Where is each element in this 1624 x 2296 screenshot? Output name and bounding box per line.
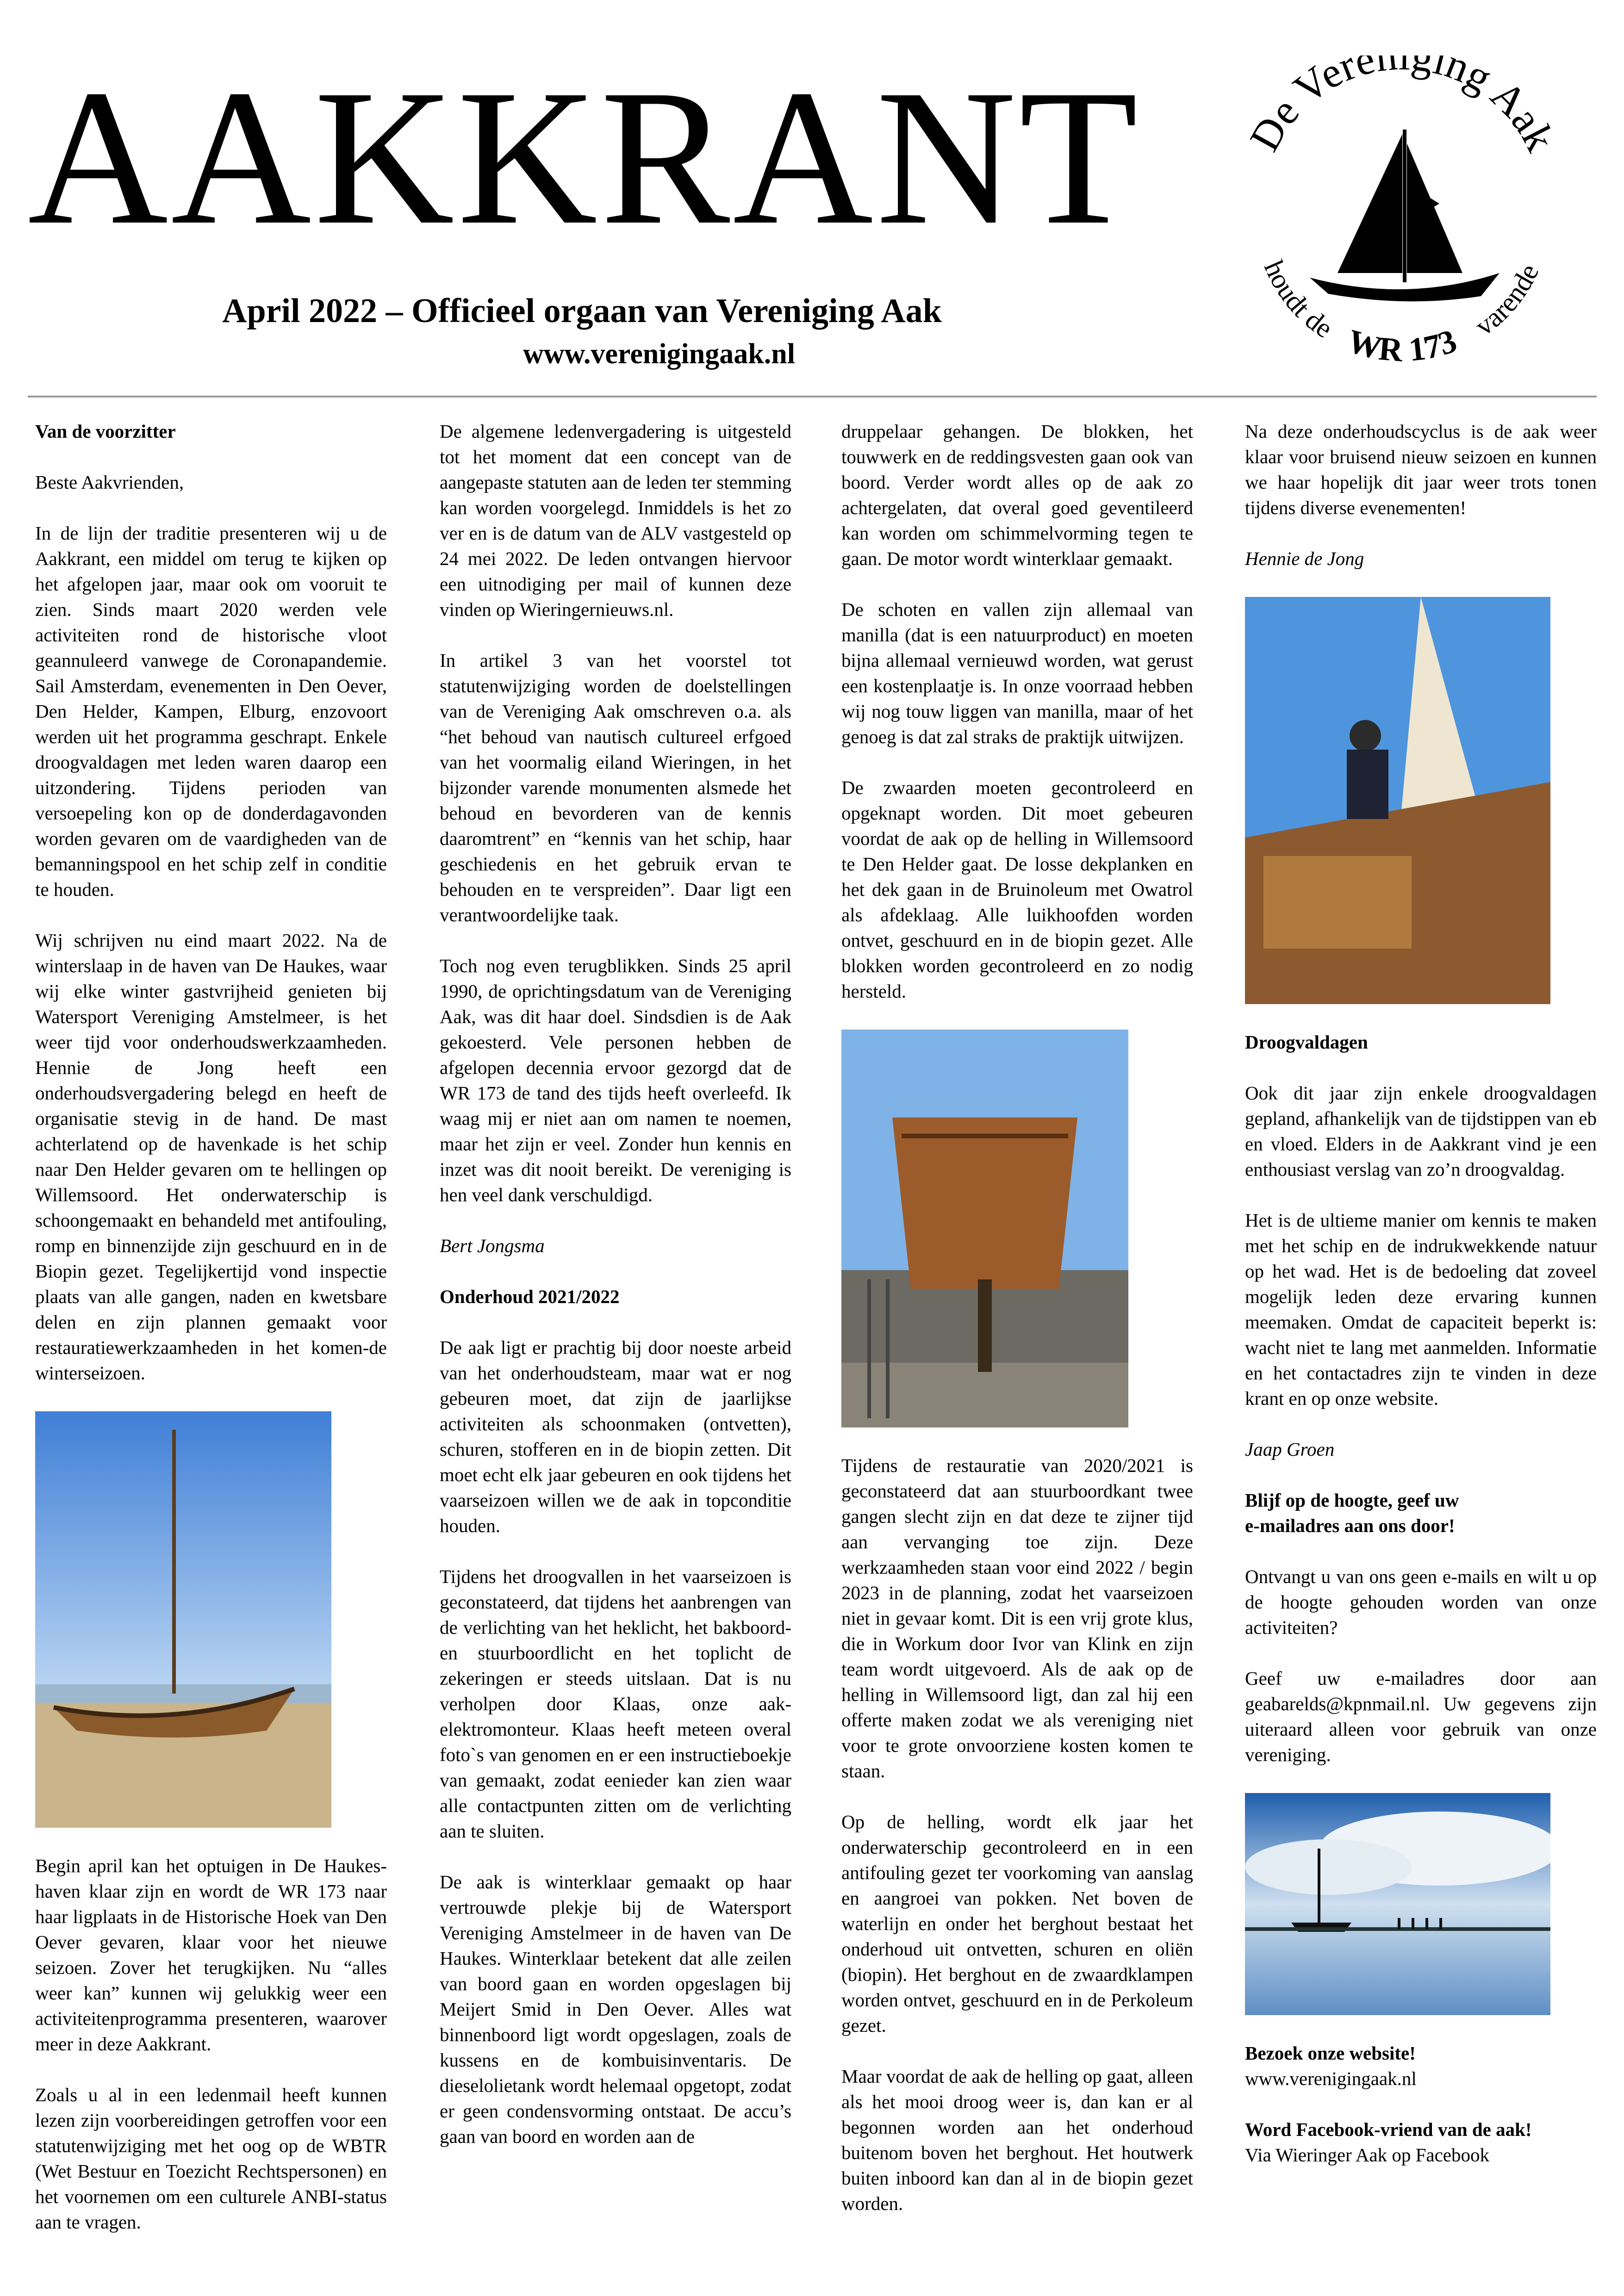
paragraph: Maar voordat de aak de helling op gaat, alleen als het mooi droog weer is, dan kan er al begonnen worden aan het onderhoud buitenom boven het berghout. Het houtwerk buiten inboord kan dan al in de biopin gezet worden. [841, 2066, 1193, 2214]
sailboat-icon [1310, 130, 1500, 301]
chairman-heading: Van de voorzitter [35, 421, 176, 442]
svg-text:WR 173 [1344, 322, 1461, 369]
paragraph: Ook dit jaar zijn enkele droogvaldagen gepland, afhankelijk van de tijdstippen van eb en vloed. Elders in de Aakkrant vind je een enthousiast verslag van zo’n droogvaldag. [1245, 1082, 1597, 1180]
signature: Jaap Groen [1245, 1439, 1335, 1460]
svg-text:houdt de [1258, 256, 1338, 344]
paragraph: Begin april kan het optuigen in De Haukes-haven klaar zijn en wordt de WR 173 naar haar ligplaats in de Historische Hoek van Den Oever gevaren, klaar voor het nieuwe seizoen. Zover het terugkijken. Nu “alles weer kan” kunnen wij gelukkig weer een activiteitenprogramma presenteren, waarover meer in deze Aakkrant. [35, 1855, 387, 2054]
paragraph: In de lijn der traditie presenteren wij u de Aakkrant, een middel om terug te kijken op het afgelopen jaar, maar ook om vooruit te zien. Sinds maart 2020 werden vele activiteiten rond de historische vloot geannuleerd vanwege de Coronapandemie. Sail Amsterdam, evenementen in Den Oever, Den Helder, Kampen, Elburg, enzovoort werden uit het programma geschrapt. Enkele droogvaldagen met leden waren daarop een uitzondering. Tijdens perioden van versoepeling kon op de donderdagavonden worden gevaren om de vaardigheden van de bemanningspool en het schip zelf in conditie te houden. [35, 522, 387, 900]
photo-hull-on-slipway [841, 1030, 1128, 1427]
email-heading-line1: Blijf op de hoogte, geef uw [1245, 1489, 1459, 1511]
svg-text:varende [1469, 260, 1544, 341]
masthead-website: www.verenigingaak.nl [523, 338, 795, 370]
newspaper-title: AAKKRANT [28, 50, 1141, 265]
column-4 [1245, 419, 1597, 2193]
paragraph: De schoten en vallen zijn allemaal van manilla (dat is een natuurproduct) en moeten bijna allemaal vernieuwd worden, wat gerust een kostenplaatje is. In onze voorraad hebben wij nog touw liggen van manilla, maar of het genoeg is dat zal straks de praktijk uitwijzen. [841, 599, 1193, 747]
column-1 [35, 419, 387, 2260]
paragraph: Toch nog even terugblikken. Sinds 25 april 1990, de oprichtingsdatum van de Vereniging Aak, was dit haar doel. Sindsdien is de Aak gekoesterd. Vele personen hebben de afgelopen decennia ervoor gezorgd dat de WR 173 de tand des tijds heeft overleefd. Ik waag mij er niet aan om namen te noemen, maar het zijn er veel. Zonder hun kennis en inzet was dit nooit bereikt. De vereniging is hen veel dank verschuldigd. [440, 955, 791, 1205]
column-2 [440, 419, 791, 2175]
photo-sailor-with-sails [1245, 597, 1550, 1004]
paragraph: Na deze onderhoudscyclus is de aak weer klaar voor bruisend nieuw seizoen en kunnen we haar hopelijk dit jaar weer trots tonen tijdens diverse evenementen! [1245, 421, 1597, 518]
droogvaldagen-heading: Droogvaldagen [1245, 1031, 1368, 1053]
logo-registration-text: WR 173 [1344, 322, 1462, 369]
paragraph: De zwaarden moeten gecontroleerd en opgeknapt worden. Dit moet gebeuren voordat de aak op de helling in Willemsoord te Den Helder gaat. De losse dekplanken en het dek gaan in de Bruinoleum met Owatrol als afdeklaag. Alle luikhoofden worden ontvet, geschuurd en in de biopin gezet. Alle blokken worden gecontroleerd en zo nodig hersteld. [841, 777, 1193, 1002]
facebook-link[interactable]: Via Wieringer Aak op Facebook [1245, 2144, 1489, 2166]
facebook-heading: Word Facebook-vriend van de aak! [1245, 2119, 1532, 2140]
column-3 [841, 419, 1193, 2242]
paragraph: druppelaar gehangen. De blokken, het touwwerk en de reddingsvesten gaan ook van boord. Verder wordt alles op de aak zo achtergelaten, dat overal goed geventileerd kan worden om schimmelvorming tegen te gaan. De motor wordt winterklaar gemaakt. [841, 421, 1193, 569]
photo-ship-reflection [1245, 1793, 1550, 2015]
paragraph: Geef uw e-mailadres door aan geabarelds@kpnmail.nl. Uw gegevens zijn uiteraard alleen voor gebruik van onze vereniging. [1245, 1668, 1597, 1765]
paragraph: De aak ligt er prachtig bij door noeste arbeid van het onderhoudsteam, maar wat er nog gebeuren moet, dat zijn de jaarlijkse activiteiten als schoonmaken (ontvetten), schuren, stofferen en in de biopin zetten. Dit moet echt elk jaar gebeuren en ook tijdens het vaarseizoen willen we de aak in topconditie houden. [440, 1337, 791, 1536]
paragraph: De aak is winterklaar gemaakt op haar vertrouwde plekje bij de Watersport Vereniging Amstelmeer in de haven van De Haukes. Winterklaar betekent dat alle zeilen van boord gaan en worden opgeslagen bij Meijert Smid in Den Oever. Alles wat binnenboord ligt wordt opgeslagen, zoals de kussens en de kombuisinventaris. De dieselolietank wordt helemaal opgetopt, zodat er geen condensvorming ontstaat. De accu’s gaan van boord en worden aan de [440, 1871, 791, 2147]
paragraph: Wij schrijven nu eind maart 2022. Na de winterslaap in de haven van De Haukes, waar wij elke winter gastvrijheid genieten bij Watersport Vereniging Amstelmeer, is het weer tijd voor onderhoudswerkzaamheden. Hennie de Jong heeft een onderhoudsvergadering belegd en heeft de organisatie stevig in de hand. De mast achterlatend op de havenkade is het schip naar Den Helder gevaren om te hellingen op Willemsoord. Het onderwaterschip is schoongemaakt en behandeld met antifouling, romp en binnenzijde zijn geschuurd en in de Biopin gezet. Tegelijkertijd vond inspectie plaats van alle gangen, naden en kwetsbare delen en zijn plannen gemaakt voor restauratiewerkzaamheden in het komen-de winterseizoen. [35, 930, 387, 1384]
email-heading [1245, 1488, 1597, 1539]
logo-top-text: De Veren ging Aak [1240, 56, 1565, 159]
maintenance-heading: Onderhoud 2021/2022 [440, 1286, 620, 1307]
masthead [0, 0, 1624, 398]
email-heading-line2: e-mailadres aan ons door! [1245, 1515, 1455, 1536]
website-link[interactable]: www.verenigingaak.nl [1245, 2068, 1417, 2089]
paragraph: In artikel 3 van het voorstel tot statutenwijziging worden de doelstellingen van de Vereniging Aak omschreven o.a. als “het behoud van nautisch cultureel erfgoed van het voormalig eiland Wieringen, in het bijzonder varende monumenten alsmede het behoud en bevorderen van de kennis daaromtrent” en “kennis van het schip, haar geschiedenis en het gebruik ervan te behouden en te verspreiden”. Daar ligt een verantwoordelijke taak. [440, 650, 791, 925]
logo-bottom-right-text: varende [1469, 259, 1545, 341]
signature: Bert Jongsma [440, 1235, 545, 1256]
paragraph: Tijdens het droogvallen in het vaarseizoen is geconstateerd, dat tijdens het aanbrengen van de verlichting van het heklicht, het bakboord- en stuurboordlicht en het toplicht de zekeringen er steeds uitslaan. Dat is nu verholpen door Klaas, onze aak-elektromonteur. Klaas heeft meteen overal foto`s van genomen en er een instructieboekje van gemaakt, zodat eenieder kan zien waar alle contactpunten zitten om de verlichting aan te sluiten. [440, 1566, 791, 1842]
paragraph: Op de helling, wordt elk jaar het onderwaterschip gecontroleerd en in een antifouling gezet ter voorkoming van aanslag en aangroei van pokken. Net boven de waterlijn en onder het berghout bestaat het onderhoud uit ontvetten, schuren en oliën (biopin). Het berghout en de zwaardklampen worden ontvet, geschuurd en in de Perkoleum gezet. [841, 1811, 1193, 2036]
paragraph: Zoals u al in een ledenmail heeft kunnen lezen zijn voorbereidingen getroffen voor een statutenwijziging met het oog op de WBTR (Wet Bestuur en Toezicht Rechtspersonen) en het voornemen om een culturele ANBI-status aan te vragen. [35, 2084, 387, 2233]
paragraph: Tijdens de restauratie van 2020/2021 is geconstateerd dat aan stuurboordkant twee gangen slecht zijn en dat deze te zijner tijd aan vervanging toe zijn. Deze werkzaamheden staan voor eind 2022 / begin 2023 in de planning, zodat het vaarseizoen niet in gevaar komt. Dit is een vrij grote klus, die in Workum door Ivor van Klink en zijn team wordt uitgevoerd. Als de aak op de helling in Willemsoord ligt, dan zal hij een offerte maken zodat we als vereniging niet voor te grote onvoorziene kosten komen te staan. [841, 1455, 1193, 1781]
svg-text:De Vereniging Aak [1240, 56, 1564, 159]
photo-ship-on-mudflat [35, 1411, 331, 1828]
logo-bottom-left-text: houdt de [1258, 256, 1338, 344]
paragraph: De algemene ledenvergadering is uitgesteld tot het moment dat een concept van de aangepaste statuten aan de leden ter stemming kan worden voorgelegd. Inmiddels is het zo ver en is de datum van de ALV vastgesteld op 24 mei 2022. De leden ontvangen hiervoor een uitnodiging per mail of kunnen deze vinden op Wieringernieuws.nl. [440, 421, 791, 620]
paragraph: Het is de ultieme manier om kennis te maken met het schip en de indrukwekkende natuur op het wad. Het is de bedoeling dat zoveel mogelijk leden deze ervaring kunnen meemaken. Omdat de capaciteit beperkt is: wacht niet te lang met aanmelden. Informatie en het contactadres zijn te vinden in deze krant en op onze website. [1245, 1210, 1597, 1409]
paragraph: Ontvangt u van ons geen e-mails en wilt u op de hoogte gehouden worden van onze activiteiten? [1245, 1566, 1597, 1638]
website-heading: Bezoek onze website! [1245, 2042, 1416, 2064]
header-divider [28, 396, 1597, 397]
vereniging-aak-logo [1222, 56, 1583, 389]
signature: Hennie de Jong [1245, 548, 1364, 569]
greeting: Beste Aakvrienden, [35, 472, 184, 493]
issue-subtitle: April 2022 – Officieel orgaan van Vereniging Aak [222, 292, 942, 330]
